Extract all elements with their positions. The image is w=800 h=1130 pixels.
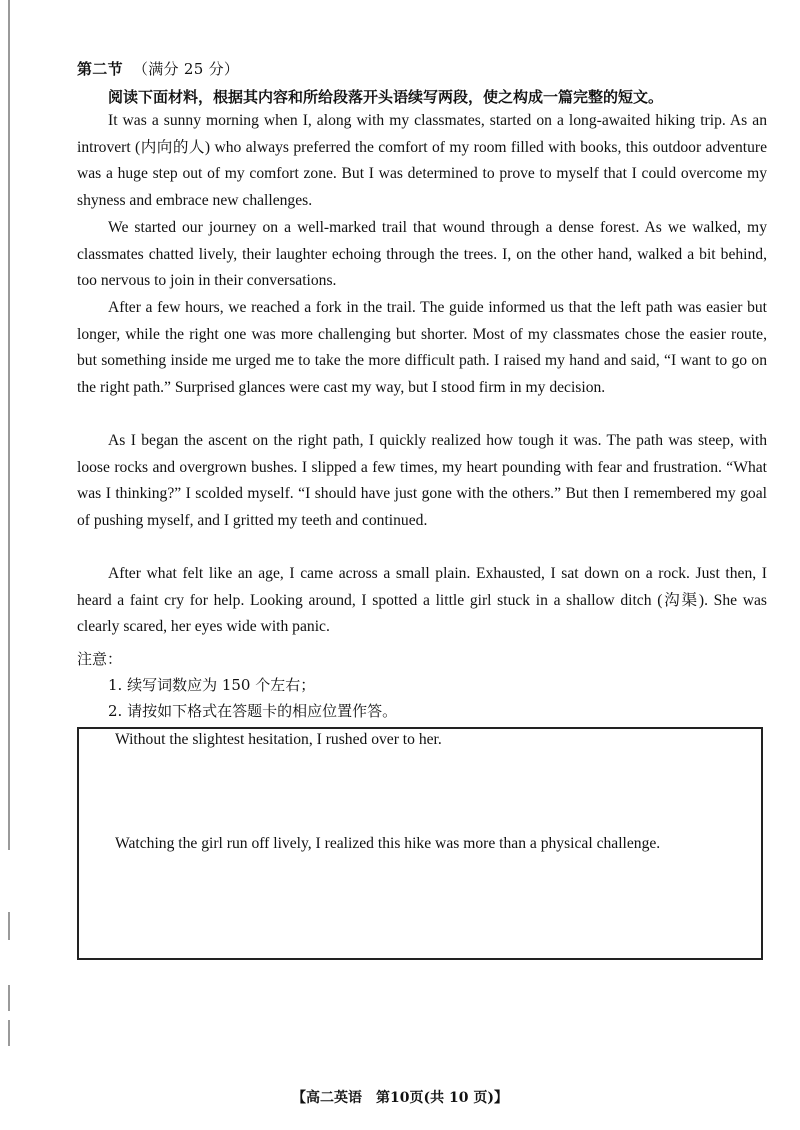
answer-box [77, 727, 763, 960]
margin-mark [8, 912, 10, 940]
passage-paragraph: It was a sunny morning when I, along with my classmates, started on a long-awaited hiking trip. As an introvert (内向的人) who always preferred the comfort of my room filled with books, this outdoor adventure was a huge step out of my comfort zone. But I was determined to prove to myself that I could overcome my shyness and embrace new challenges. [77, 112, 767, 209]
section-heading [77, 58, 239, 79]
passage-paragraph: As I began the ascent on the right path, I quickly realized how tough it was. The path was steep, with loose rocks and overgrown bushes. I slipped a few times, my heart pounding with fear and frustration. “What was I thinking?” I scolded myself. “I should have just gone with the others.” But then I remembered my goal of pushing myself, and I gritted my teeth and continued. [77, 432, 767, 529]
task-instruction: 阅读下面材料，根据其内容和所给段落开头语续写两段，使之构成一篇完整的短文。 [108, 88, 664, 106]
note-item: 1. 续写词数应为 150 个左右； [108, 676, 316, 694]
passage-paragraph: We started our journey on a well-marked trail that wound through a dense forest. As we walked, my classmates chatted lively, their laughter echoing through the trees. I, on the other hand, walked a bit behind, too nervous to join in their conversations. [77, 219, 767, 290]
answer-prompt-2: Watching the girl run off lively, I realized this hike was more than a physical challenge. [115, 835, 661, 852]
margin-mark [8, 985, 10, 1011]
notes-title: 注意： [77, 650, 123, 668]
page-footer: 【高二英语 第10页(共 10 页)】 [292, 1090, 508, 1106]
passage-paragraph: After what felt like an age, I came across a small plain. Exhausted, I sat down on a rock. Just then, I heard a faint cry for help. Looking around, I spotted a little girl stuck in a shallow ditch (沟渠). She was clearly scared, her eyes wide with panic. [77, 565, 767, 636]
margin-mark [8, 1020, 10, 1046]
section-title: 第二节 [77, 60, 123, 78]
note-item: 2. 请按如下格式在答题卡的相应位置作答。 [108, 702, 398, 720]
answer-prompt-1: Without the slightest hesitation, I rushed over to her. [115, 731, 442, 748]
passage-paragraph: After a few hours, we reached a fork in the trail. The guide informed us that the left path was easier but longer, while the right one was more challenging but shorter. Most of my classmates chose the easier route, but something inside me urged me to take the more difficult path. I raised my hand and said, “I want to go on the right path.” Surprised glances were cast my way, but I stood firm in my decision. [77, 299, 767, 396]
margin-mark [8, 0, 10, 850]
section-score: （满分 25 分） [132, 60, 240, 78]
